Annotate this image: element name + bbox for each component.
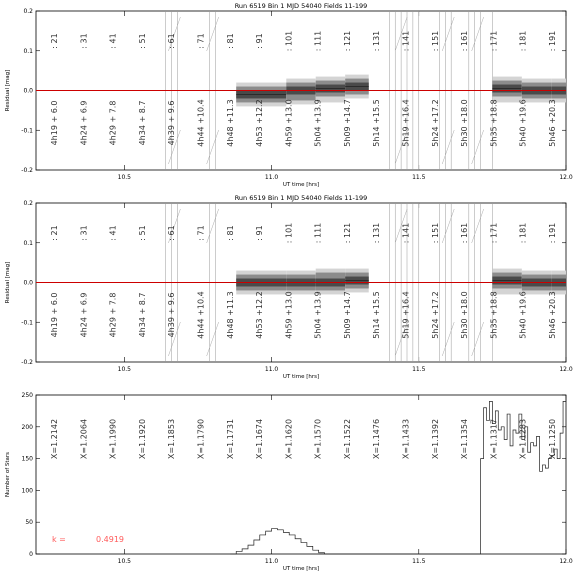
hatch-mark [472, 209, 484, 243]
ra-dec-label: 4h48 +11.3 [225, 291, 235, 339]
chart-panel-2 [5, 194, 573, 380]
field-number-label: : 121 [342, 222, 352, 244]
airmass-label: X=1.1674 [255, 418, 265, 460]
ra-dec-label: 4h39 + 9.6 [167, 292, 177, 338]
y-tick-label: 150 [21, 455, 33, 463]
field-number-label: : 161 [460, 222, 470, 244]
field-number-label: : 51 [137, 33, 147, 49]
ra-dec-label: 5h40 +19.6 [518, 99, 528, 147]
ra-dec-label: 5h40 +19.6 [518, 291, 528, 339]
field-number-label: : 21 [50, 225, 59, 241]
field-number-label: : 151 [430, 222, 440, 244]
y-axis-label: Residual [mag] [5, 261, 11, 304]
y-tick-label: 0.2 [23, 8, 33, 15]
field-number-label: : 61 [167, 33, 177, 49]
field-number-label: : 191 [548, 222, 557, 244]
field-number-label: : 191 [548, 30, 557, 52]
x-tick-label: 11.5 [412, 174, 426, 181]
airmass-label: X=1.1392 [430, 418, 440, 460]
airmass-label: X=1.1250 [548, 418, 557, 460]
ra-dec-label: 5h04 +13.9 [313, 99, 323, 147]
k-value: 0.4919 [96, 535, 124, 544]
x-tick-label: 11.0 [264, 174, 279, 181]
field-number-label: : 111 [313, 30, 323, 52]
ra-dec-label: 4h59 +13.0 [284, 99, 294, 147]
ra-dec-label: 5h46 +20.3 [548, 291, 557, 339]
airmass-label: X=1.1354 [460, 418, 470, 460]
airmass-label: X=1.2142 [50, 418, 59, 460]
field-number-label: : 71 [196, 33, 206, 49]
y-tick-label: 0.1 [23, 239, 33, 247]
field-number-label: : 51 [137, 225, 147, 241]
chart-panel-3 [5, 392, 573, 572]
ra-dec-label: 4h19 + 6.0 [50, 100, 59, 146]
ra-dec-label: 5h24 +17.2 [430, 99, 440, 147]
ra-dec-label: 5h30 +18.0 [460, 99, 470, 147]
hatch-mark [207, 130, 219, 164]
ra-dec-label: 4h44 +10.4 [196, 99, 206, 147]
airmass-label: X=1.1476 [372, 418, 382, 460]
ra-dec-label: 5h09 +14.7 [342, 291, 352, 339]
y-tick-label: 50 [25, 519, 33, 527]
field-number-label: : 41 [108, 33, 118, 49]
y-tick-label: -0.2 [21, 359, 33, 366]
ra-dec-label: 4h53 +12.2 [255, 291, 265, 339]
field-number-label: : 171 [489, 222, 499, 244]
ra-dec-label: 5h24 +17.2 [430, 291, 440, 339]
field-number-label: : 121 [342, 30, 352, 52]
x-axis-label: UT time [hrs] [282, 374, 320, 380]
ra-dec-label: 4h48 +11.3 [225, 99, 235, 147]
field-number-label: : 141 [401, 30, 411, 52]
airmass-label: X=1.1317 [489, 418, 499, 460]
y-tick-label: 0.1 [23, 47, 33, 55]
hatch-mark [442, 17, 454, 51]
field-number-label: : 111 [313, 222, 323, 244]
airmass-label: X=1.1433 [401, 418, 411, 460]
ra-dec-label: 4h44 +10.4 [196, 291, 206, 339]
field-number-label: : 31 [79, 33, 89, 49]
x-tick-label: 11.0 [264, 558, 279, 565]
field-number-label: : 101 [284, 30, 294, 52]
hatch-mark [207, 322, 219, 356]
k-label: k = [52, 535, 66, 544]
ra-dec-label: 5h14 +15.5 [372, 99, 382, 147]
ra-dec-label: 4h53 +12.2 [255, 99, 265, 147]
chart-panel-1 [5, 2, 573, 188]
field-number-label: : 101 [284, 222, 294, 244]
x-axis-label: UT time [hrs] [282, 566, 320, 572]
ra-dec-label: 5h19 +16.4 [401, 291, 411, 339]
field-number-label: : 141 [401, 222, 411, 244]
x-tick-label: 11.5 [412, 558, 426, 565]
y-tick-label: 100 [21, 487, 33, 495]
ra-dec-label: 4h29 + 7.8 [108, 100, 118, 146]
ra-dec-label: 4h29 + 7.8 [108, 292, 118, 338]
ra-dec-label: 4h34 + 8.7 [137, 100, 147, 146]
hatch-mark [442, 130, 454, 164]
airmass-label: X=1.1522 [342, 418, 352, 460]
y-tick-label: -0.1 [21, 127, 33, 135]
field-number-label: : 71 [196, 225, 206, 241]
field-number-label: : 91 [255, 225, 265, 241]
y-tick-label: 0.0 [23, 279, 33, 287]
hatch-mark [207, 17, 219, 51]
ra-dec-label: 4h19 + 6.0 [50, 292, 59, 338]
field-number-label: : 181 [518, 222, 528, 244]
y-axis-label: Number of Stars [5, 451, 11, 498]
airmass-label: X=1.1620 [284, 418, 294, 460]
y-tick-label: 250 [21, 392, 33, 399]
airmass-label: X=1.1283 [518, 418, 528, 460]
ra-dec-label: 4h59 +13.0 [284, 291, 294, 339]
y-tick-label: 200 [21, 423, 33, 431]
ra-dec-label: 5h19 +16.4 [401, 99, 411, 147]
ra-dec-label: 4h24 + 6.9 [79, 100, 89, 146]
x-tick-label: 10.5 [117, 174, 132, 181]
y-tick-label: -0.2 [21, 167, 33, 174]
y-axis-label: Residual [mag] [5, 69, 11, 112]
field-number-label: : 151 [430, 30, 440, 52]
airmass-label: X=1.1853 [167, 418, 177, 460]
chart-title: Run 6519 Bin 1 MJD 54040 Fields 11-199 [234, 194, 368, 202]
airmass-label: X=1.1920 [137, 418, 147, 460]
x-tick-label: 12.0 [559, 366, 573, 373]
field-number-label: : 81 [225, 33, 235, 49]
airmass-label: X=1.1570 [313, 418, 323, 460]
field-number-label: : 181 [518, 30, 528, 52]
hatch-mark [472, 322, 484, 356]
ra-dec-label: 4h34 + 8.7 [137, 292, 147, 338]
field-number-label: : 171 [489, 30, 499, 52]
x-axis-label: UT time [hrs] [282, 182, 320, 188]
ra-dec-label: 5h35 +18.8 [489, 291, 499, 339]
field-number-label: : 21 [50, 33, 59, 49]
x-tick-label: 10.5 [117, 558, 132, 565]
x-tick-label: 10.5 [117, 366, 132, 373]
x-tick-label: 11.5 [412, 366, 426, 373]
ra-dec-label: 5h46 +20.3 [548, 99, 557, 147]
histogram-step [230, 398, 566, 554]
hatch-mark [472, 130, 484, 164]
ra-dec-label: 5h30 +18.0 [460, 291, 470, 339]
y-tick-label: -0.1 [21, 319, 33, 327]
airmass-label: X=1.1731 [225, 418, 235, 460]
field-number-label: : 41 [108, 225, 118, 241]
hatch-mark [442, 209, 454, 243]
airmass-label: X=1.1790 [196, 418, 206, 460]
field-number-label: : 81 [225, 225, 235, 241]
field-number-label: : 131 [372, 30, 382, 52]
y-tick-label: 0 [29, 551, 33, 558]
x-tick-label: 11.0 [264, 366, 279, 373]
field-number-label: : 161 [460, 30, 470, 52]
ra-dec-label: 5h04 +13.9 [313, 291, 323, 339]
ra-dec-label: 5h09 +14.7 [342, 99, 352, 147]
ra-dec-label: 5h35 +18.8 [489, 99, 499, 147]
y-tick-label: 0.0 [23, 87, 33, 95]
field-number-label: : 61 [167, 225, 177, 241]
ra-dec-label: 4h24 + 6.9 [79, 292, 89, 338]
hatch-mark [442, 322, 454, 356]
airmass-label: X=1.2064 [79, 418, 89, 460]
ra-dec-label: 4h39 + 9.6 [167, 100, 177, 146]
ra-dec-label: 5h14 +15.5 [372, 291, 382, 339]
x-tick-label: 12.0 [559, 174, 573, 181]
x-tick-label: 12.0 [559, 558, 573, 565]
hatch-mark [207, 209, 219, 243]
y-tick-label: 0.2 [23, 200, 33, 207]
field-number-label: : 131 [372, 222, 382, 244]
chart-title: Run 6519 Bin 1 MJD 54040 Fields 11-199 [234, 2, 368, 10]
airmass-label: X=1.1990 [108, 418, 118, 460]
field-number-label: : 31 [79, 225, 89, 241]
field-number-label: : 91 [255, 33, 265, 49]
hatch-mark [472, 17, 484, 51]
